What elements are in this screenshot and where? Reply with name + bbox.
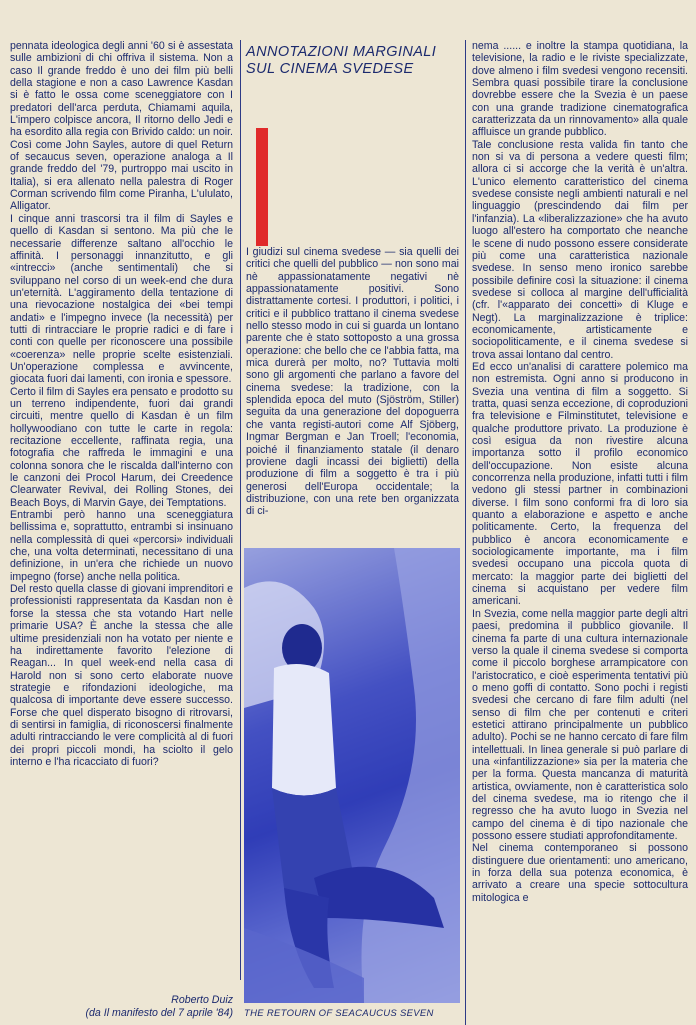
paragraph: pennata ideologica degli anni '60 si è assestata sulle ambizioni di chi offriva il sistema. Non a caso Il grande freddo è uno dei film più belli della stagione e non a caso Lawrence Kasdan si è fatto le ossa come sceneggiatore con I predatori dell'arca perduta, Chiamami aquila, L'impero colpisce ancora, Il ritorno dello Jedi e ha esordito alla regia con Brivido caldo: un noir. Così come John Sayles, autore di quel Return of secaucus seven, operazione analoga a Il grande freddo del '79, purtroppo mai uscito in Italia), si era allenato nella palestra di Roger Corman scrivendo film come Piranha, L'ululato, Alligator. <box>10 40 233 213</box>
article-column-middle <box>246 246 459 518</box>
paragraph: Nel cinema contemporaneo si possono distinguere due orientamenti: uno americano, in forza della sua potenza economica, è arrivato a creare una specie sottocultura mitologica e <box>472 842 688 904</box>
article-headline: ANNOTAZIONI MARGINALI SUL CINEMA SVEDESE <box>246 44 437 77</box>
paragraph: Ed ecco un'analisi di carattere polemico ma non estremista. Ogni anno si producono in Svezia una ventina di film a soggetto. Si tratta, quasi senza eccezione, di coproduzioni fra televisione e Filminstitutet, televisione e qualche produttore privato. La produzione è così esigua da non rivestire alcuna importanza sotto il profilo economico dell'occupazione. Non esiste alcuna concorrenza nella produzione, infatti tutti i film vedono gli stessi partner in combinazioni diverse. I film sono conformi fra di loro sia quanto a elaborazione e aspetto e anche politicamente. Certo, la frequenza del pubblico è ancora economicamente e sociologicamente importante, ma i film svedesi occupano una piccola quota di mercato: la maggior parte dei biglietti del cinema si acquistano per vedere film americani. <box>472 360 688 608</box>
paragraph: In Svezia, come nella maggior parte degli altri paesi, predomina il pubblico giovanile. Il cinema fa parte di una cultura internazionale verso la quale il cinema svedese si comporta come il piccolo borghese arrampicatore con l'aristocratico, e cioè esperimenta tentativi più o meno goffi di contatto. Sono pochi i registi svedesi che cercano di fare film adulti (nel senso di film che per contenuti e criteri estetici attirano principalmente un pubblico adulto). Pochi se ne hanno cercato di fare film intellettuali. In linea generale si può parlare di una «infantilizzazione» sia per la materia che per la forma. Questa mancanza di maturità artistica, ovviamente, non è caratteristica solo del cinema svedese, ma io ritengo che il regresso che ha avuto luogo in Svezia nel campo del cinema è di tipo nazionale che possono essere studiati approfonditamente. <box>472 607 688 842</box>
article-column-right <box>472 40 688 904</box>
paragraph: Certo il film di Sayles era pensato e prodotto su un terreno indipendente, fuori dai grandi circuiti, mentre quello di Kasdan è un film hollywoodiano con tutte le carte in regola: recitazione eccellente, raffinata regia, una fotografia che raffreda le immagini e una colonna sonora che le riscalda dall'interno con le canzoni dei Procol Harum, dei Creedence Clearwater Revival, dei Rolling Stones, dei Beach Boys, di Marvin Gaye, dei Temptations. <box>10 385 233 509</box>
paragraph: I giudizi sul cinema svedese — sia quelli dei critici che quelli del pubblico — non sono mai nè appassionatamente negativi nè appassionatamente positivi. Sono distrattamente cortesi. I produttori, i politici, i critici e il pubblico trattano il cinema svedese nello stesso modo in cui si guarda un lontano parente che è stato sottoposto a una grossa operazione: che bello che ce l'abbia fatta, ma mica durerà per molto, no? Tuttavia molti sono gli argomenti che parlano a favore del cinema svedese: la tradizione, con la splendida epoca del muto (Sjöström, Stiller) seguita da una generazione del dopoguerra che vanta registi-autori come Alf Sjöberg, Ingmar Bergman e Jan Troell; l'economia, poiché il finanziamento statale (il denaro proviene dagli incassi dei biglietti) della produzione di film a soggetto è tra i più generosi dell'Europa occidentale; la distribuzione, con una rete ben organizzata di ci- <box>246 246 459 518</box>
photo-illustration <box>244 548 460 1003</box>
article-signature <box>10 994 233 1019</box>
paragraph: I cinque anni trascorsi tra il film di Sayles e quello di Kasdan si sentono. Ma più che le necessarie differenze saltano all'occhio le affinità. I personaggi innanzitutto, e gli «intrecci» (anche sentimentali) che si sviluppano nel corso di un week-end che dura un'eternità. L'aggiramento della tentazione di una rievocazione nostalgica dei «bei tempi andati» e l'impegno invece (la necessità) per tutti di rintracciare le proprie radici e di fare i conti con quelle per riconoscere una possibile «coerenza» nelle proprie scelte esistenziali. Un'operazione complessa e avvincente, giocata fuori dai lamenti, con ironia e spessore. <box>10 212 233 386</box>
paragraph: Entrambi però hanno una sceneggiatura bellissima e, soprattutto, entrambi si insinuano nella complessità di quei «percorsi» individuali che, una volta determinati, necessitano di una definizione, in un'era che richiede un nuovo impegno (forse) anche nella politica. <box>10 509 233 583</box>
column-divider <box>465 40 466 1025</box>
paragraph: Tale conclusione resta valida fin tanto che non si va di persona a vedere questi film; allora ci si accorge che la verità è un'altra. L'unico elemento caratteristico del cinema svedese consiste negli ambienti naturali e nel linguaggio (prescindendo dai film per l'infanzia). La «liberalizzazione» che ha avuto luogo all'estero ha comportato che neanche le scene di nudo possono essere considerate più come una caratteristica nazionale svedese. In senso meno ironico sarebbe possibile definire così la situazione: il cinema svedese si colloca al margine dell'ufficialità (cfr. l'«apparato dei concetti» di Kluge e Negt). La marginalizzazione è triplice: economicamente, artisticamente e sociopoliticamente, e il cinema svedese si trova assai lontano dal centro. <box>472 138 688 361</box>
article-column-left <box>10 40 233 768</box>
film-still-photo <box>244 548 460 1003</box>
drop-cap-bar <box>256 128 268 246</box>
author-name: Roberto Duiz <box>171 994 233 1006</box>
paragraph: nema ...... e inoltre la stampa quotidiana, la televisione, la radio e le riviste specializzate, dove almeno i film svedesi vengono recensiti. Sembra quasi possibile tirare la conclusione dovrebbe essere che la Svezia è un paese con una grande tradizione cinematografica caratterizzata da un rinnovamento» alla quale affluisce un grande pubblico. <box>472 40 688 139</box>
paragraph: Del resto quella classe di giovani imprenditori e professionisti rappresentata da Kasdan non è forse la stessa che sta votando Hart nelle primarie USA? È anche la stessa che alle ultime presidenziali non ha votato per niente e ha indirettamente favorito l'elezione di Reagan... In quel week-end nella casa di Harold non si sono certo elaborate nuove strategie e rifondazioni ideologiche, ma qualcosa di importante deve essere successo. Forse che quel disperato bisogno di ritrovarsi, di sentirsi in famiglia, di riconoscersi finalmente adulti rintracciando le vere complicità al di fuori dei propri piccoli mondi, ha sciolto il gelo interno e l'ha ricacciato di fuori? <box>10 583 233 768</box>
article-source: (da Il manifesto del 7 aprile '84) <box>85 1006 233 1019</box>
column-divider <box>240 40 241 980</box>
photo-caption: THE RETOURN OF SEACAUCUS SEVEN <box>244 1008 434 1019</box>
